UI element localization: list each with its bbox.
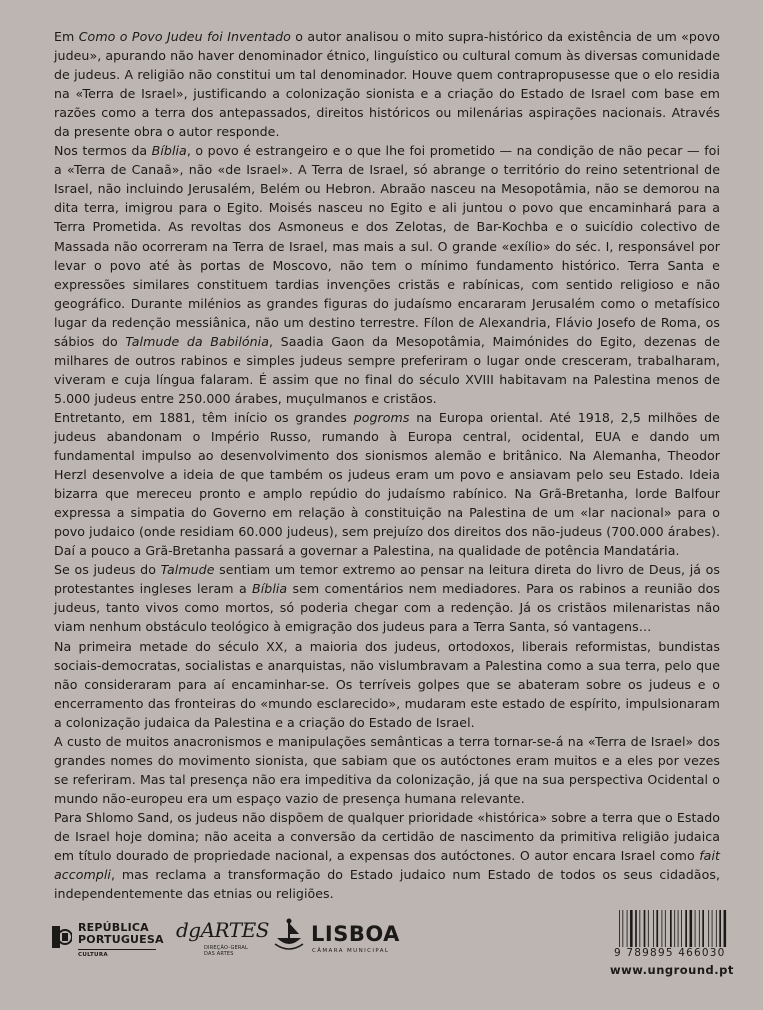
barcode-bar — [627, 910, 628, 947]
barcode-bar — [670, 910, 672, 947]
text-run: Nos termos da — [54, 143, 152, 159]
barcode-bar — [635, 910, 637, 947]
barcode-bar — [653, 910, 654, 947]
paragraph — [54, 27, 720, 141]
barcode-bar — [716, 910, 717, 947]
barcode-bar — [690, 910, 693, 947]
isbn-number: 9 789895 466030 — [614, 947, 726, 959]
dgartes-sub1: DIREÇÃO-GERAL — [204, 945, 248, 951]
barcode-bar — [665, 910, 666, 947]
text-run: sentiam um temor extremo ao pensar na leitura direta do livro de Deus, já os protestantes ingleses leram a — [54, 562, 720, 597]
barcode-bar — [695, 910, 696, 947]
republica-line1: REPÚBLICA — [78, 921, 149, 934]
text-run: A custo de muitos anacronismos e manipulações semânticas a terra tornar-se-á na «Terra de Israel» dos grandes nomes do movimento sionista, que sabiam que os autóctones eram muitos e a eles por vezes se referiram. Mas tal presença não era impeditiva da colonização, já que na sua perspectiva Ocidental o mundo não-europeu era um espaço vazio de presença humana relevante. — [54, 733, 720, 806]
text-run: , o povo é estrangeiro e o que lhe foi prometido — na condição de não pecar — foi a «Terra de Canaã», não «de Israel». A Terra de Israel, só abrange o território do reino setentrional de Israel, não incluindo Jerusalém, Belém ou Hebron. Abraão nasceu na Mesopotâmia, não se demorou na dita terra, imigrou para o Egito. Moisés nasceu no Egito e ali juntou o povo que encaminhará para a Terra Prometida. As revoltas dos Asmoneus e dos Zelotas, de Bar-Kochba e o suicídio colectivo de Massada não ocorreram na Terra de Israel, mas mais a sul. O grande «exílio» do séc. I, responsável por levar o povo até às portas de Moscovo, não tem o mínimo fundamento histórico. Terra Santa e expressões similares constituem tardias invenções cristãs e rabínicas, com sentido religioso e não geográfico. Durante milénios as grandes figuras do judaísmo encararam Jerusalém como o metafísico lugar da redenção messiânica, não um destino terrestre. Fílon de Alexandria, Flávio Josefo de Roma, os sábios do — [54, 143, 720, 349]
text-run: , mas reclama a transformação do Estado judaico num Estado de todos os seus cidadãos, independentemente das etnias ou religiões. — [54, 867, 720, 902]
paragraph — [54, 808, 720, 903]
barcode-bar — [708, 910, 709, 947]
text-run: Na primeira metade do século XX, a maioria dos judeus, ortodoxos, liberais reformistas, bundistas sociais-democratas, socialistas e anarquistas, não vislumbravam a Palestina como a sua terra, pelo que não consideraram para aí encaminhar-se. Os terríveis golpes que se abateram sobre os judeus e o encerramento das fronteiras do «mundo esclarecido», mudaram este estado de espírito, impulsionaram a colonização judaica da Palestina e a criação do Estado de Israel. — [54, 638, 720, 730]
text-run: Entretanto, em 1881, têm início os grandes — [54, 409, 354, 425]
barcode-bar — [724, 910, 727, 947]
barcode-bar — [712, 910, 713, 947]
barcode-bar — [648, 910, 649, 947]
italic-text: Talmude da Babilónia — [125, 333, 269, 349]
lisboa-ship-icon — [273, 918, 305, 952]
paragraph — [54, 408, 720, 560]
republica-divider — [78, 949, 156, 950]
barcode-bar — [674, 910, 675, 947]
text-run: Para Shlomo Sand, os judeus não dispõem de qualquer prioridade «histórica» sobre a terra que o Estado de Israel hoje domina; não aceita a conversão da certidão de nascimento da primitiva religião judaica em título dourado de propriedade nacional, a expensas dos autóctones. O autor encara Israel como — [54, 809, 721, 864]
republica-line2: PORTUGUESA — [78, 933, 164, 946]
barcode-bar — [656, 910, 658, 947]
barcode-bar — [644, 910, 646, 947]
lisboa-main: LISBOA — [311, 922, 400, 946]
paragraph — [54, 560, 720, 636]
text-run: Em — [54, 29, 79, 44]
barcode-bar — [702, 910, 704, 947]
text-run: o autor analisou o mito supra-histórico da existência de um «povo judeu», apurando não haver denominador étnico, linguístico ou cultural comum às diversas comunidade de judeus. A religião não constitui um tal denominador. Houve quem contrapropusesse que o elo residia na «Terra de Israel», justificando a colonização sionista e a criação do Estado de Israel com base em razões como a terra dos antepassados, direitos históricos ou milenárias aspirações nacionais. Através da presente obra o autor responde. — [54, 29, 720, 140]
republica-sub: CULTURA — [78, 952, 108, 958]
barcode-bar — [678, 910, 679, 947]
italic-text: Bíblia — [151, 143, 187, 159]
coat-of-arms-icon — [52, 924, 72, 950]
barcode — [619, 910, 727, 947]
italic-text: fait accompli — [54, 848, 720, 883]
publisher-website: www.unground.pt — [610, 963, 734, 977]
barcode-bar — [699, 910, 700, 947]
text-run: sem comentários nem mediadores. Para os rabinos a reunião dos judeus, tanto vivos como mortos, só poderia chegar com a redenção. Já os cristãos milenaristas não viam nenhum obstáculo teológico à emigração dos judeus para a Terra Santa, só vantagens… — [54, 581, 720, 635]
dgartes-main: dgARTES — [176, 918, 269, 942]
barcode-bar — [719, 910, 721, 947]
italic-text: Como o Povo Judeu foi Inventado — [78, 29, 291, 44]
barcode-bar — [619, 910, 620, 947]
italic-text: Bíblia — [252, 581, 288, 597]
barcode-bar — [685, 910, 687, 947]
barcode-bar — [630, 910, 633, 947]
lisboa-sub: CÂMARA MUNICIPAL — [312, 948, 390, 954]
text-run: , Saadia Gaon da Mesopotâmia, Maimónides do Egito, dezenas de milhares de outros rabinos e simples judeus sempre preferiram o lugar onde cresceram, trabalharam, viveram e cuja língua falaram. É assim que no final do século XVIII habitavam na Palestina menos de 5.000 judeus entre 250.000 árabes, muçulmanos e cristãos. — [54, 333, 720, 406]
barcode-bar — [622, 910, 623, 947]
barcode-bar — [639, 910, 640, 947]
barcode-bar — [681, 910, 682, 947]
paragraph — [54, 637, 720, 732]
back-cover-text — [54, 27, 720, 903]
dgartes-sub2: DAS ARTES — [204, 951, 234, 957]
italic-text: Talmude — [160, 562, 215, 578]
paragraph — [54, 141, 720, 408]
text-run: na Europa oriental. Até 1918, 2,5 milhões de judeus abandonam o Império Russo, rumando à Europa central, ocidental, EUA e dando um fundamental impulso ao desenvolvimento dos sionismos alemão e britânico. Na Alemanha, Theodor Herzl desenvolve a ideia de que também os judeus eram um povo e ansiavam pelo seu Estado. Ideia bizarra que mereceu pronto e amplo repúdio do judaísmo rabínico. Na Grã-Bretanha, lorde Balfour expressa a simpatia do Governo em relação à constituição na Palestina de um «lar nacional» para o povo judaico (onde residiam 60.000 judeus), sem prejuízo dos direitos dos não-judeus (700.000 árabes). Daí a pouco a Grã-Bretanha passará a governar a Palestina, na qualidade de potência Mandatária. — [54, 409, 720, 559]
italic-text: pogroms — [353, 409, 410, 425]
paragraph — [54, 732, 720, 808]
text-run: Se os judeus do — [54, 562, 161, 578]
barcode-bar — [662, 910, 663, 947]
